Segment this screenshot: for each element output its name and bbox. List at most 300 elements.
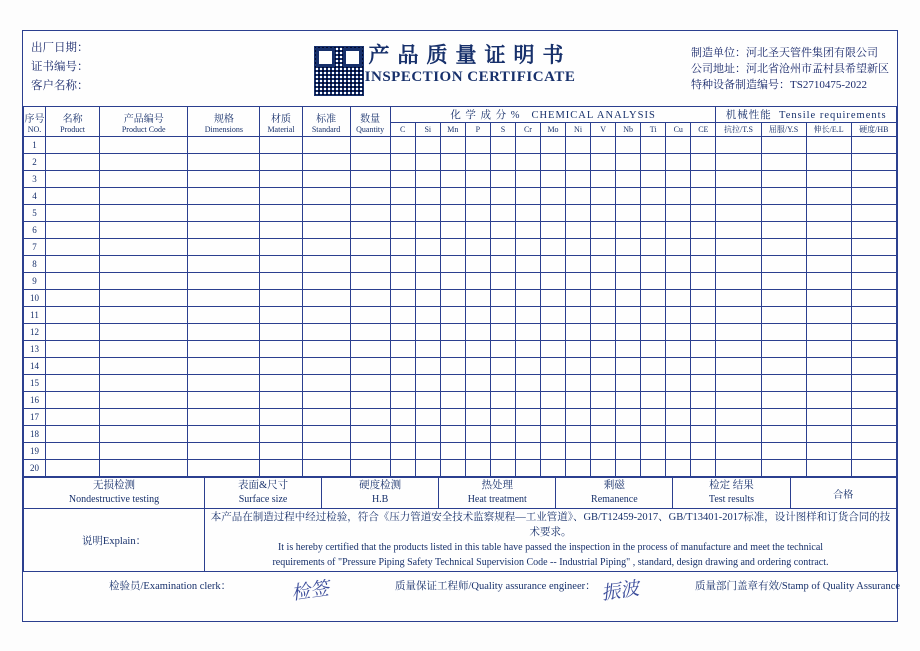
data-cell[interactable]	[806, 188, 851, 205]
data-cell[interactable]	[465, 205, 490, 222]
data-cell[interactable]	[691, 239, 716, 256]
data-cell[interactable]	[390, 273, 415, 290]
data-cell[interactable]	[540, 256, 565, 273]
data-cell[interactable]	[540, 460, 565, 477]
data-cell[interactable]	[390, 341, 415, 358]
data-cell[interactable]	[260, 392, 302, 409]
data-cell[interactable]	[260, 154, 302, 171]
data-cell[interactable]	[616, 460, 641, 477]
data-cell[interactable]	[616, 375, 641, 392]
data-cell[interactable]	[806, 239, 851, 256]
data-cell[interactable]	[806, 375, 851, 392]
data-cell[interactable]	[806, 171, 851, 188]
data-cell[interactable]	[761, 307, 806, 324]
data-cell[interactable]	[566, 307, 591, 324]
data-cell[interactable]	[566, 426, 591, 443]
data-cell[interactable]	[100, 426, 188, 443]
data-cell[interactable]	[616, 358, 641, 375]
data-cell[interactable]	[591, 205, 616, 222]
data-cell[interactable]	[616, 205, 641, 222]
data-cell[interactable]	[716, 273, 761, 290]
data-cell[interactable]	[390, 256, 415, 273]
data-cell[interactable]	[566, 239, 591, 256]
data-cell[interactable]	[390, 409, 415, 426]
data-cell[interactable]	[465, 171, 490, 188]
data-cell[interactable]	[46, 222, 100, 239]
data-cell[interactable]	[490, 290, 515, 307]
data-cell[interactable]	[350, 171, 390, 188]
data-cell[interactable]	[566, 341, 591, 358]
data-cell[interactable]	[616, 256, 641, 273]
data-cell[interactable]	[390, 188, 415, 205]
data-cell[interactable]	[716, 341, 761, 358]
data-cell[interactable]	[188, 239, 260, 256]
data-cell[interactable]	[641, 290, 666, 307]
data-cell[interactable]	[440, 443, 465, 460]
data-cell[interactable]	[691, 137, 716, 154]
data-cell[interactable]	[46, 375, 100, 392]
data-cell[interactable]	[350, 358, 390, 375]
data-cell[interactable]	[591, 256, 616, 273]
data-cell[interactable]	[415, 375, 440, 392]
data-cell[interactable]	[302, 307, 350, 324]
data-cell[interactable]	[851, 460, 896, 477]
data-cell[interactable]	[440, 358, 465, 375]
data-cell[interactable]	[46, 205, 100, 222]
data-cell[interactable]	[100, 205, 188, 222]
data-cell[interactable]	[641, 273, 666, 290]
data-cell[interactable]	[806, 307, 851, 324]
data-cell[interactable]	[691, 375, 716, 392]
data-cell[interactable]	[46, 392, 100, 409]
data-cell[interactable]	[390, 205, 415, 222]
data-cell[interactable]	[566, 273, 591, 290]
data-cell[interactable]	[465, 239, 490, 256]
data-cell[interactable]	[851, 171, 896, 188]
data-cell[interactable]	[440, 137, 465, 154]
data-cell[interactable]	[591, 239, 616, 256]
data-cell[interactable]	[350, 324, 390, 341]
data-cell[interactable]	[851, 256, 896, 273]
data-cell[interactable]	[302, 256, 350, 273]
data-cell[interactable]	[302, 341, 350, 358]
data-cell[interactable]	[100, 460, 188, 477]
data-cell[interactable]	[691, 171, 716, 188]
data-cell[interactable]	[100, 341, 188, 358]
data-cell[interactable]	[540, 358, 565, 375]
data-cell[interactable]	[716, 239, 761, 256]
data-cell[interactable]	[691, 273, 716, 290]
data-cell[interactable]	[851, 137, 896, 154]
data-cell[interactable]	[566, 358, 591, 375]
data-cell[interactable]	[350, 409, 390, 426]
data-cell[interactable]	[761, 324, 806, 341]
data-cell[interactable]	[616, 324, 641, 341]
data-cell[interactable]	[641, 137, 666, 154]
data-cell[interactable]	[350, 443, 390, 460]
data-cell[interactable]	[666, 324, 691, 341]
data-cell[interactable]	[100, 409, 188, 426]
data-cell[interactable]	[350, 205, 390, 222]
data-cell[interactable]	[566, 290, 591, 307]
data-cell[interactable]	[566, 137, 591, 154]
data-cell[interactable]	[566, 409, 591, 426]
data-cell[interactable]	[260, 426, 302, 443]
data-cell[interactable]	[616, 273, 641, 290]
data-cell[interactable]	[566, 188, 591, 205]
data-cell[interactable]	[188, 290, 260, 307]
data-cell[interactable]	[440, 222, 465, 239]
data-cell[interactable]	[100, 273, 188, 290]
data-cell[interactable]	[761, 426, 806, 443]
data-cell[interactable]	[761, 188, 806, 205]
data-cell[interactable]	[540, 290, 565, 307]
data-cell[interactable]	[666, 222, 691, 239]
data-cell[interactable]	[566, 375, 591, 392]
data-cell[interactable]	[591, 358, 616, 375]
data-cell[interactable]	[515, 324, 540, 341]
data-cell[interactable]	[350, 375, 390, 392]
data-cell[interactable]	[350, 460, 390, 477]
data-cell[interactable]	[540, 409, 565, 426]
data-cell[interactable]	[616, 239, 641, 256]
data-cell[interactable]	[515, 426, 540, 443]
data-cell[interactable]	[46, 460, 100, 477]
data-cell[interactable]	[415, 460, 440, 477]
data-cell[interactable]	[188, 358, 260, 375]
data-cell[interactable]	[260, 290, 302, 307]
data-cell[interactable]	[390, 324, 415, 341]
data-cell[interactable]	[806, 256, 851, 273]
data-cell[interactable]	[716, 137, 761, 154]
data-cell[interactable]	[666, 341, 691, 358]
data-cell[interactable]	[415, 137, 440, 154]
data-cell[interactable]	[440, 307, 465, 324]
data-cell[interactable]	[415, 188, 440, 205]
data-cell[interactable]	[100, 137, 188, 154]
data-cell[interactable]	[465, 426, 490, 443]
data-cell[interactable]	[100, 256, 188, 273]
data-cell[interactable]	[260, 188, 302, 205]
data-cell[interactable]	[851, 188, 896, 205]
data-cell[interactable]	[465, 443, 490, 460]
data-cell[interactable]	[302, 443, 350, 460]
data-cell[interactable]	[641, 426, 666, 443]
data-cell[interactable]	[540, 341, 565, 358]
data-cell[interactable]	[806, 154, 851, 171]
data-cell[interactable]	[761, 460, 806, 477]
data-cell[interactable]	[761, 443, 806, 460]
data-cell[interactable]	[260, 324, 302, 341]
data-cell[interactable]	[851, 239, 896, 256]
data-cell[interactable]	[806, 324, 851, 341]
data-cell[interactable]	[490, 375, 515, 392]
data-cell[interactable]	[716, 324, 761, 341]
data-cell[interactable]	[666, 409, 691, 426]
data-cell[interactable]	[390, 358, 415, 375]
data-cell[interactable]	[100, 290, 188, 307]
data-cell[interactable]	[515, 375, 540, 392]
data-cell[interactable]	[666, 290, 691, 307]
data-cell[interactable]	[666, 375, 691, 392]
data-cell[interactable]	[515, 222, 540, 239]
data-cell[interactable]	[616, 154, 641, 171]
data-cell[interactable]	[851, 154, 896, 171]
data-cell[interactable]	[188, 273, 260, 290]
data-cell[interactable]	[515, 273, 540, 290]
data-cell[interactable]	[100, 392, 188, 409]
data-cell[interactable]	[46, 239, 100, 256]
data-cell[interactable]	[390, 392, 415, 409]
data-cell[interactable]	[440, 205, 465, 222]
data-cell[interactable]	[350, 290, 390, 307]
data-cell[interactable]	[465, 358, 490, 375]
data-cell[interactable]	[415, 358, 440, 375]
data-cell[interactable]	[440, 324, 465, 341]
data-cell[interactable]	[188, 443, 260, 460]
data-cell[interactable]	[566, 154, 591, 171]
data-cell[interactable]	[566, 222, 591, 239]
data-cell[interactable]	[390, 154, 415, 171]
data-cell[interactable]	[716, 375, 761, 392]
data-cell[interactable]	[806, 137, 851, 154]
data-cell[interactable]	[260, 358, 302, 375]
data-cell[interactable]	[415, 290, 440, 307]
data-cell[interactable]	[761, 409, 806, 426]
data-cell[interactable]	[415, 341, 440, 358]
data-cell[interactable]	[415, 222, 440, 239]
data-cell[interactable]	[691, 460, 716, 477]
data-cell[interactable]	[761, 358, 806, 375]
data-cell[interactable]	[490, 188, 515, 205]
data-cell[interactable]	[515, 358, 540, 375]
data-cell[interactable]	[716, 460, 761, 477]
data-cell[interactable]	[591, 392, 616, 409]
data-cell[interactable]	[188, 154, 260, 171]
data-cell[interactable]	[591, 154, 616, 171]
data-cell[interactable]	[46, 358, 100, 375]
data-cell[interactable]	[540, 188, 565, 205]
data-cell[interactable]	[440, 290, 465, 307]
data-cell[interactable]	[515, 341, 540, 358]
data-cell[interactable]	[302, 426, 350, 443]
data-cell[interactable]	[415, 324, 440, 341]
data-cell[interactable]	[440, 188, 465, 205]
data-cell[interactable]	[761, 290, 806, 307]
data-cell[interactable]	[46, 324, 100, 341]
data-cell[interactable]	[616, 290, 641, 307]
data-cell[interactable]	[390, 137, 415, 154]
data-cell[interactable]	[540, 375, 565, 392]
data-cell[interactable]	[465, 188, 490, 205]
data-cell[interactable]	[515, 290, 540, 307]
data-cell[interactable]	[761, 392, 806, 409]
data-cell[interactable]	[465, 375, 490, 392]
data-cell[interactable]	[641, 154, 666, 171]
data-cell[interactable]	[100, 154, 188, 171]
data-cell[interactable]	[540, 205, 565, 222]
data-cell[interactable]	[188, 256, 260, 273]
data-cell[interactable]	[350, 392, 390, 409]
data-cell[interactable]	[390, 171, 415, 188]
data-cell[interactable]	[616, 137, 641, 154]
data-cell[interactable]	[350, 239, 390, 256]
data-cell[interactable]	[46, 171, 100, 188]
data-cell[interactable]	[415, 154, 440, 171]
data-cell[interactable]	[591, 324, 616, 341]
data-cell[interactable]	[415, 392, 440, 409]
data-cell[interactable]	[641, 443, 666, 460]
data-cell[interactable]	[666, 154, 691, 171]
data-cell[interactable]	[666, 358, 691, 375]
data-cell[interactable]	[302, 239, 350, 256]
data-cell[interactable]	[515, 443, 540, 460]
data-cell[interactable]	[806, 273, 851, 290]
data-cell[interactable]	[851, 290, 896, 307]
data-cell[interactable]	[465, 273, 490, 290]
data-cell[interactable]	[691, 409, 716, 426]
data-cell[interactable]	[540, 273, 565, 290]
data-cell[interactable]	[390, 426, 415, 443]
data-cell[interactable]	[851, 205, 896, 222]
data-cell[interactable]	[591, 460, 616, 477]
data-cell[interactable]	[260, 375, 302, 392]
data-cell[interactable]	[591, 307, 616, 324]
data-cell[interactable]	[716, 222, 761, 239]
data-cell[interactable]	[641, 375, 666, 392]
data-cell[interactable]	[440, 375, 465, 392]
data-cell[interactable]	[616, 188, 641, 205]
data-cell[interactable]	[188, 188, 260, 205]
data-cell[interactable]	[806, 392, 851, 409]
data-cell[interactable]	[260, 222, 302, 239]
data-cell[interactable]	[540, 392, 565, 409]
data-cell[interactable]	[515, 460, 540, 477]
data-cell[interactable]	[641, 341, 666, 358]
data-cell[interactable]	[591, 137, 616, 154]
data-cell[interactable]	[641, 171, 666, 188]
data-cell[interactable]	[616, 307, 641, 324]
data-cell[interactable]	[716, 443, 761, 460]
data-cell[interactable]	[616, 443, 641, 460]
data-cell[interactable]	[691, 392, 716, 409]
data-cell[interactable]	[716, 409, 761, 426]
data-cell[interactable]	[260, 460, 302, 477]
data-cell[interactable]	[851, 375, 896, 392]
data-cell[interactable]	[851, 324, 896, 341]
data-cell[interactable]	[260, 409, 302, 426]
data-cell[interactable]	[806, 341, 851, 358]
data-cell[interactable]	[302, 154, 350, 171]
data-cell[interactable]	[465, 341, 490, 358]
data-cell[interactable]	[188, 375, 260, 392]
data-cell[interactable]	[716, 392, 761, 409]
data-cell[interactable]	[691, 426, 716, 443]
data-cell[interactable]	[666, 307, 691, 324]
data-cell[interactable]	[390, 443, 415, 460]
data-cell[interactable]	[691, 358, 716, 375]
data-cell[interactable]	[641, 358, 666, 375]
data-cell[interactable]	[46, 154, 100, 171]
data-cell[interactable]	[100, 188, 188, 205]
data-cell[interactable]	[540, 307, 565, 324]
data-cell[interactable]	[46, 290, 100, 307]
data-cell[interactable]	[490, 154, 515, 171]
data-cell[interactable]	[761, 171, 806, 188]
data-cell[interactable]	[666, 205, 691, 222]
data-cell[interactable]	[46, 137, 100, 154]
data-cell[interactable]	[188, 341, 260, 358]
data-cell[interactable]	[666, 392, 691, 409]
data-cell[interactable]	[806, 290, 851, 307]
data-cell[interactable]	[260, 273, 302, 290]
data-cell[interactable]	[350, 137, 390, 154]
data-cell[interactable]	[302, 222, 350, 239]
data-cell[interactable]	[515, 171, 540, 188]
data-cell[interactable]	[260, 137, 302, 154]
data-cell[interactable]	[100, 358, 188, 375]
data-cell[interactable]	[641, 239, 666, 256]
data-cell[interactable]	[591, 375, 616, 392]
data-cell[interactable]	[490, 273, 515, 290]
data-cell[interactable]	[440, 460, 465, 477]
data-cell[interactable]	[806, 460, 851, 477]
data-cell[interactable]	[515, 239, 540, 256]
data-cell[interactable]	[691, 205, 716, 222]
data-cell[interactable]	[591, 290, 616, 307]
data-cell[interactable]	[761, 256, 806, 273]
data-cell[interactable]	[440, 426, 465, 443]
data-cell[interactable]	[188, 222, 260, 239]
data-cell[interactable]	[591, 171, 616, 188]
data-cell[interactable]	[260, 307, 302, 324]
data-cell[interactable]	[100, 307, 188, 324]
data-cell[interactable]	[566, 171, 591, 188]
data-cell[interactable]	[641, 205, 666, 222]
data-cell[interactable]	[260, 171, 302, 188]
data-cell[interactable]	[806, 205, 851, 222]
data-cell[interactable]	[641, 222, 666, 239]
data-cell[interactable]	[415, 443, 440, 460]
data-cell[interactable]	[440, 392, 465, 409]
data-cell[interactable]	[851, 358, 896, 375]
data-cell[interactable]	[490, 358, 515, 375]
data-cell[interactable]	[591, 426, 616, 443]
data-cell[interactable]	[666, 273, 691, 290]
data-cell[interactable]	[260, 443, 302, 460]
data-cell[interactable]	[465, 392, 490, 409]
data-cell[interactable]	[302, 205, 350, 222]
data-cell[interactable]	[302, 460, 350, 477]
data-cell[interactable]	[806, 409, 851, 426]
data-cell[interactable]	[415, 256, 440, 273]
data-cell[interactable]	[465, 324, 490, 341]
data-cell[interactable]	[390, 307, 415, 324]
data-cell[interactable]	[691, 188, 716, 205]
data-cell[interactable]	[415, 205, 440, 222]
data-cell[interactable]	[415, 307, 440, 324]
data-cell[interactable]	[691, 324, 716, 341]
data-cell[interactable]	[100, 239, 188, 256]
data-cell[interactable]	[666, 256, 691, 273]
data-cell[interactable]	[440, 239, 465, 256]
data-cell[interactable]	[415, 273, 440, 290]
data-cell[interactable]	[465, 222, 490, 239]
data-cell[interactable]	[566, 205, 591, 222]
data-cell[interactable]	[716, 426, 761, 443]
data-cell[interactable]	[440, 273, 465, 290]
data-cell[interactable]	[46, 188, 100, 205]
